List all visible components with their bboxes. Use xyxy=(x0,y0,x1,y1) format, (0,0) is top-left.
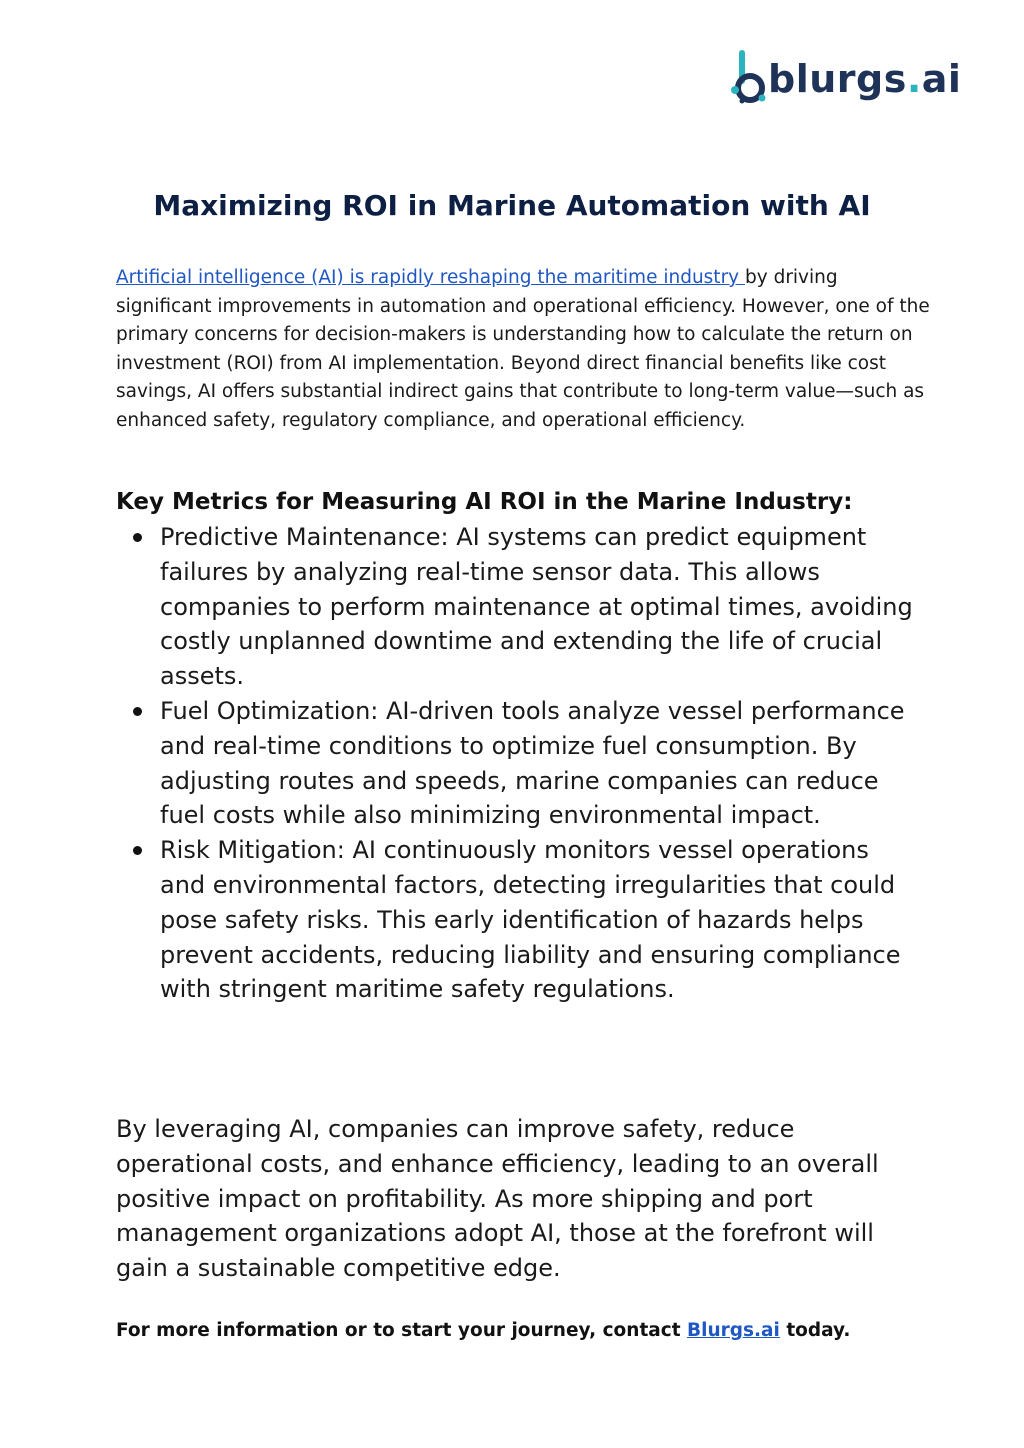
list-item-predictive-maintenance xyxy=(160,520,920,694)
intro-text: by driving significant improvements in automation and operational efficiency. However, one of the primary concerns for decision-makers is understanding how to calculate the return on investment (ROI) from AI implementation. Beyond direct financial benefits like cost savings, AI offers substantial indirect gains that contribute to long-term value—such as enhanced safety, regulatory compliance, and operational efficiency. xyxy=(116,267,930,431)
cta-text-after: today. xyxy=(779,1320,851,1341)
list-item-text: Risk Mitigation: AI continuously monitors vessel operations and environmental factors, detecting irregularities that could pose safety risks. This early identification of hazards helps prevent accidents, reducing liability and ensuring compliance with stringent maritime safety regulations. xyxy=(160,836,901,1004)
brand-logo xyxy=(730,40,962,104)
brand-wordmark xyxy=(768,57,962,104)
brand-dot: . xyxy=(906,57,922,101)
page-title: Maximizing ROI in Marine Automation with AI xyxy=(153,189,871,222)
intro-link[interactable]: Artificial intelligence (AI) is rapidly reshaping the maritime industry xyxy=(116,267,745,288)
bullet-icon xyxy=(133,846,142,855)
blurgs-link[interactable]: Blurgs.ai xyxy=(687,1320,780,1341)
list-item-fuel-optimization xyxy=(160,694,920,833)
bullet-icon xyxy=(133,707,142,716)
contact-cta xyxy=(116,1317,936,1345)
list-item-risk-mitigation xyxy=(160,833,920,1007)
brand-tld: ai xyxy=(921,57,962,101)
intro-paragraph xyxy=(116,264,936,435)
metrics-heading: Key Metrics for Measuring AI ROI in the Marine Industry: xyxy=(116,489,853,515)
list-item-text: Predictive Maintenance: AI systems can predict equipment failures by analyzing real-time sensor data. This allows companies to perform maintenance at optimal times, avoiding costly unplanned downtime and extending the life of crucial assets. xyxy=(160,523,913,691)
brand-name: blurgs xyxy=(768,57,907,101)
cta-text-before: For more information or to start your journey, contact xyxy=(116,1320,688,1341)
closing-paragraph: By leveraging AI, companies can improve safety, reduce operational costs, and enhance efficiency, leading to an overall positive impact on profitability. As more shipping and port management organizations adopt AI, those at the forefront will gain a sustainable competitive edge. xyxy=(116,1115,879,1283)
bullet-icon xyxy=(133,533,142,542)
blurgs-logo-icon xyxy=(730,46,772,104)
metrics-list xyxy=(160,520,920,1007)
list-item-text: Fuel Optimization: AI-driven tools analyze vessel performance and real-time conditions to optimize fuel consumption. By adjusting routes and speeds, marine companies can reduce fuel costs while also minimizing environmental impact. xyxy=(160,696,905,830)
